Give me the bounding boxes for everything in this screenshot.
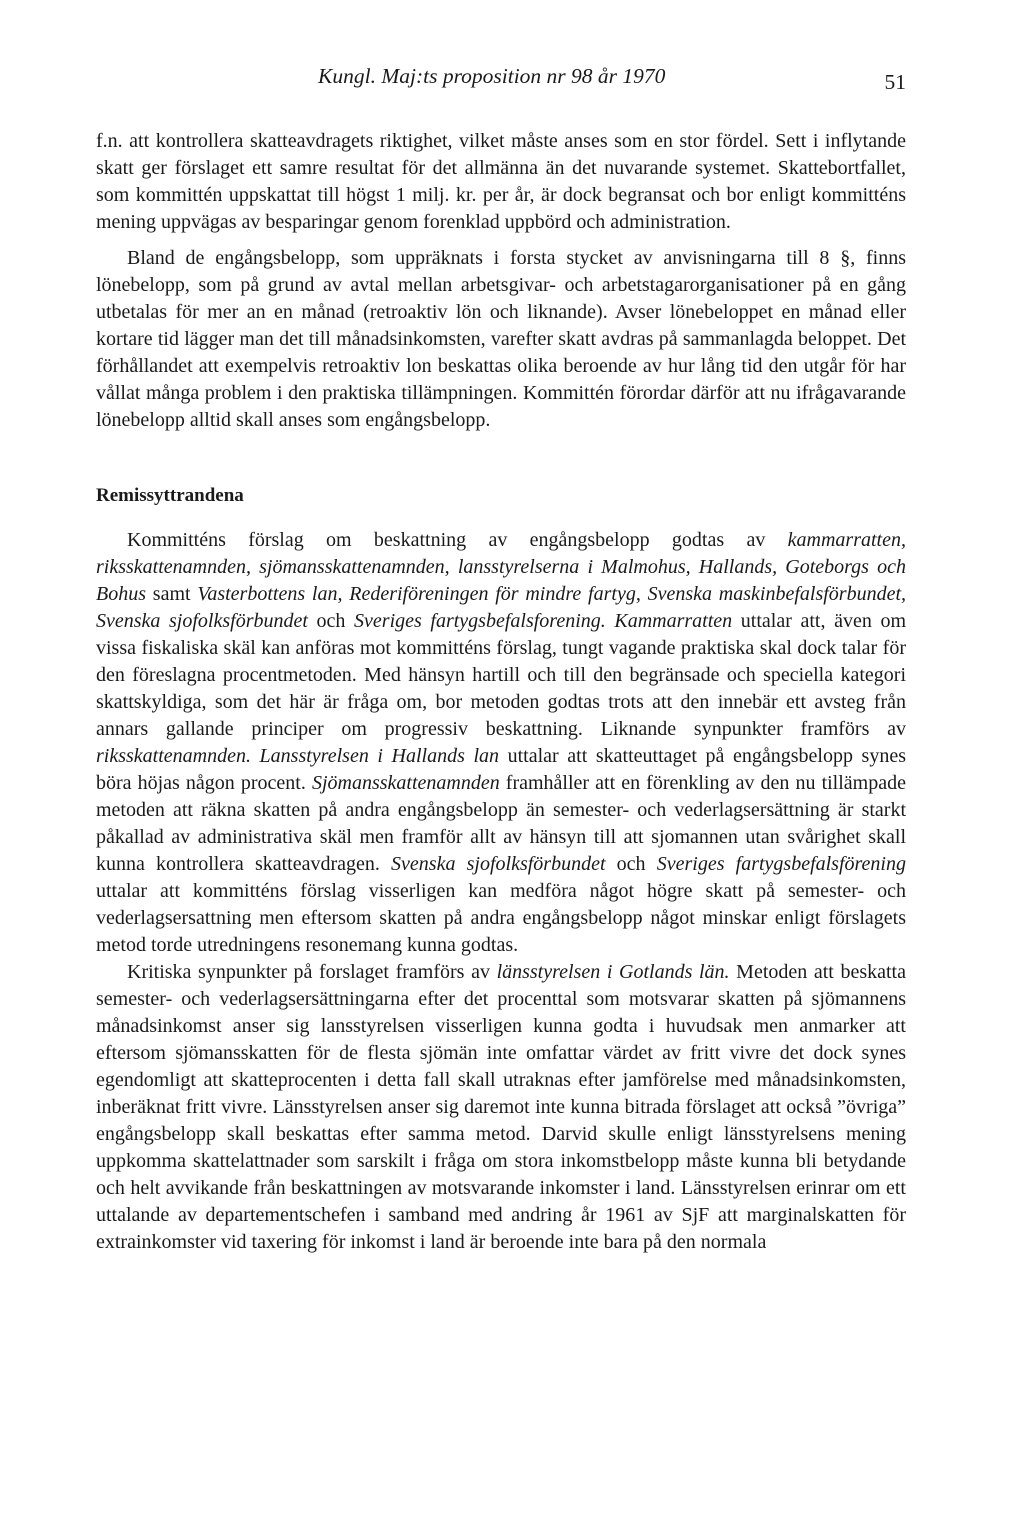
italic-run: Vasterbottens lan, Rederiföreningen för mindre fartyg, Svenska maskinbefalsförbundet, Svenska sjofolksförbundet [96,583,907,632]
italic-run: Sveriges fartygsbefalsförening [656,853,906,875]
text-run: uttalar att skatteuttaget på engångsbelopp synes böra höjas någon procent. [96,745,906,794]
running-title: Kungl. Maj:ts proposition nr 98 år 1970 [318,64,666,88]
document-body [96,128,906,1256]
page-header [96,60,906,100]
page-number: 51 [884,70,906,94]
paragraph [96,959,906,1256]
text-run: framhåller att en förenkling av den nu tillämpade metoden att räkna skatten på andra engångsbelopp än semester- och vederlagsersättning är starkt påkallad av administrativa skäl men framför allt av hänsyn till att sjomannen utan svårighet skall kunna kontrollera skatteavdragen. [96,772,906,875]
text-run: uttalar att, även om vissa fiskaliska skäl kan anföras mot kommitténs förslag, tungt vagande praktiska skal dock talar för den föreslagna procentmetoden. Med hänsyn hartill och till den begränsade och speciella kategori skattskyldiga, som det här är fråga om, bor metoden godtas trots att den innebär ett avsteg från annars gallande principer om progressiv beskattning. Liknande synpunkter framförs av [96,610,906,740]
text-run: f.n. att kontrollera skatteavdragets riktighet, vilket måste anses som en stor fördel. Sett i inflytande skatt ger förslaget ett samre resultat för det allmänna än det nuvarande systemet. Skattebortfallet, som kommittén uppskattat till högst 1 milj. kr. per år, är dock begransat och bor enligt kommitténs mening uppvägas av besparingar genom forenklad uppbörd och administration. [96,130,906,233]
text-run: och [307,610,355,632]
text-run: och [605,853,657,875]
italic-run: länsstyrelsen i Gotlands län. [496,961,730,983]
text-run: Kommitténs förslag om beskattning av engångsbelopp godtas av [127,529,788,551]
text-run: Kritiska synpunkter på forslaget framförs av [127,961,497,983]
italic-run: riksskattenamnden. Lansstyrelsen i Hallands lan [96,745,500,767]
italic-run: Kammarratten [614,610,733,632]
italic-run: kammarratten, riksskattenamnden, sjömansskattenamnden, lansstyrelserna i Malmohus, Hallands, Goteborgs och Bohus [96,529,906,605]
section-heading: Remissyttrandena [96,485,244,506]
text-run: Metoden att beskatta semester- och vederlagsersättningarna efter det procenttal som motsvarar skatten på sjömannens månadsinkomst anser sig lansstyrelsen visserligen kunna godta i huvudsak men anmarker att eftersom sjömansskatten för de flesta sjömän inte omfattar värdet av fritt vivre det dock synes egendomligt att skatteprocenten i detta fall skall utraknas efter jamförelse med månadsinkomsten, inberäknat fritt vivre. Länsstyrelsen anser sig daremot inte kunna bitrada förslaget att också ”övriga” engångsbelopp skall beskattas efter samma metod. Darvid skulle enligt länsstyrelsens mening uppkomma skattelattnader som sarskilt i fråga om stora inkomstbelopp måste kunna bli betydande och helt avvikande från beskattningen av motsvarande inkomster i land. Länsstyrelsen erinrar om ett uttalande av departementschefen i samband med andring år 1961 av SjF att marginalskatten för extrainkomster vid taxering för inkomst i land är beroende inte bara på den normala [96,961,906,1253]
italic-run: Sveriges fartygsbefalsforening. [354,610,606,632]
text-run: uttalar att kommitténs förslag visserligen kan medföra något högre skatt på semester- och vederlagsersattning men eftersom skatten på andra engångsbelopp något minskar enligt förslagets metod torde utredningens resonemang kunna godtas. [96,880,906,956]
paragraph [96,527,906,959]
text-run: Bland de engångsbelopp, som uppräknats i forsta stycket av anvisningarna till 8 §, finns lönebelopp, som på grund av avtal mellan arbetsgivar- och arbetstagarorganisationer på en gång utbetalas för mer an en månad (retroaktiv lön och liknande). Avser lönebeloppet en månad eller kortare tid lägger man det till månadsinkomsten, varefter skatt avdras på sammanlagda beloppet. Det förhållandet att exempelvis retroaktiv lon beskattas olika beroende av hur lång tid den utgår för har vållat många problem i den praktiska tillämpningen. Kommittén förordar därför att nu ifrågavarande lönebelopp alltid skall anses som engångsbelopp. [96,247,906,431]
italic-run: Sjömansskattenamnden [311,772,500,794]
italic-run: Svenska sjofolksförbundet [391,853,606,875]
paragraph [96,245,906,434]
text-run: samt [146,583,198,605]
paragraph [96,128,906,236]
